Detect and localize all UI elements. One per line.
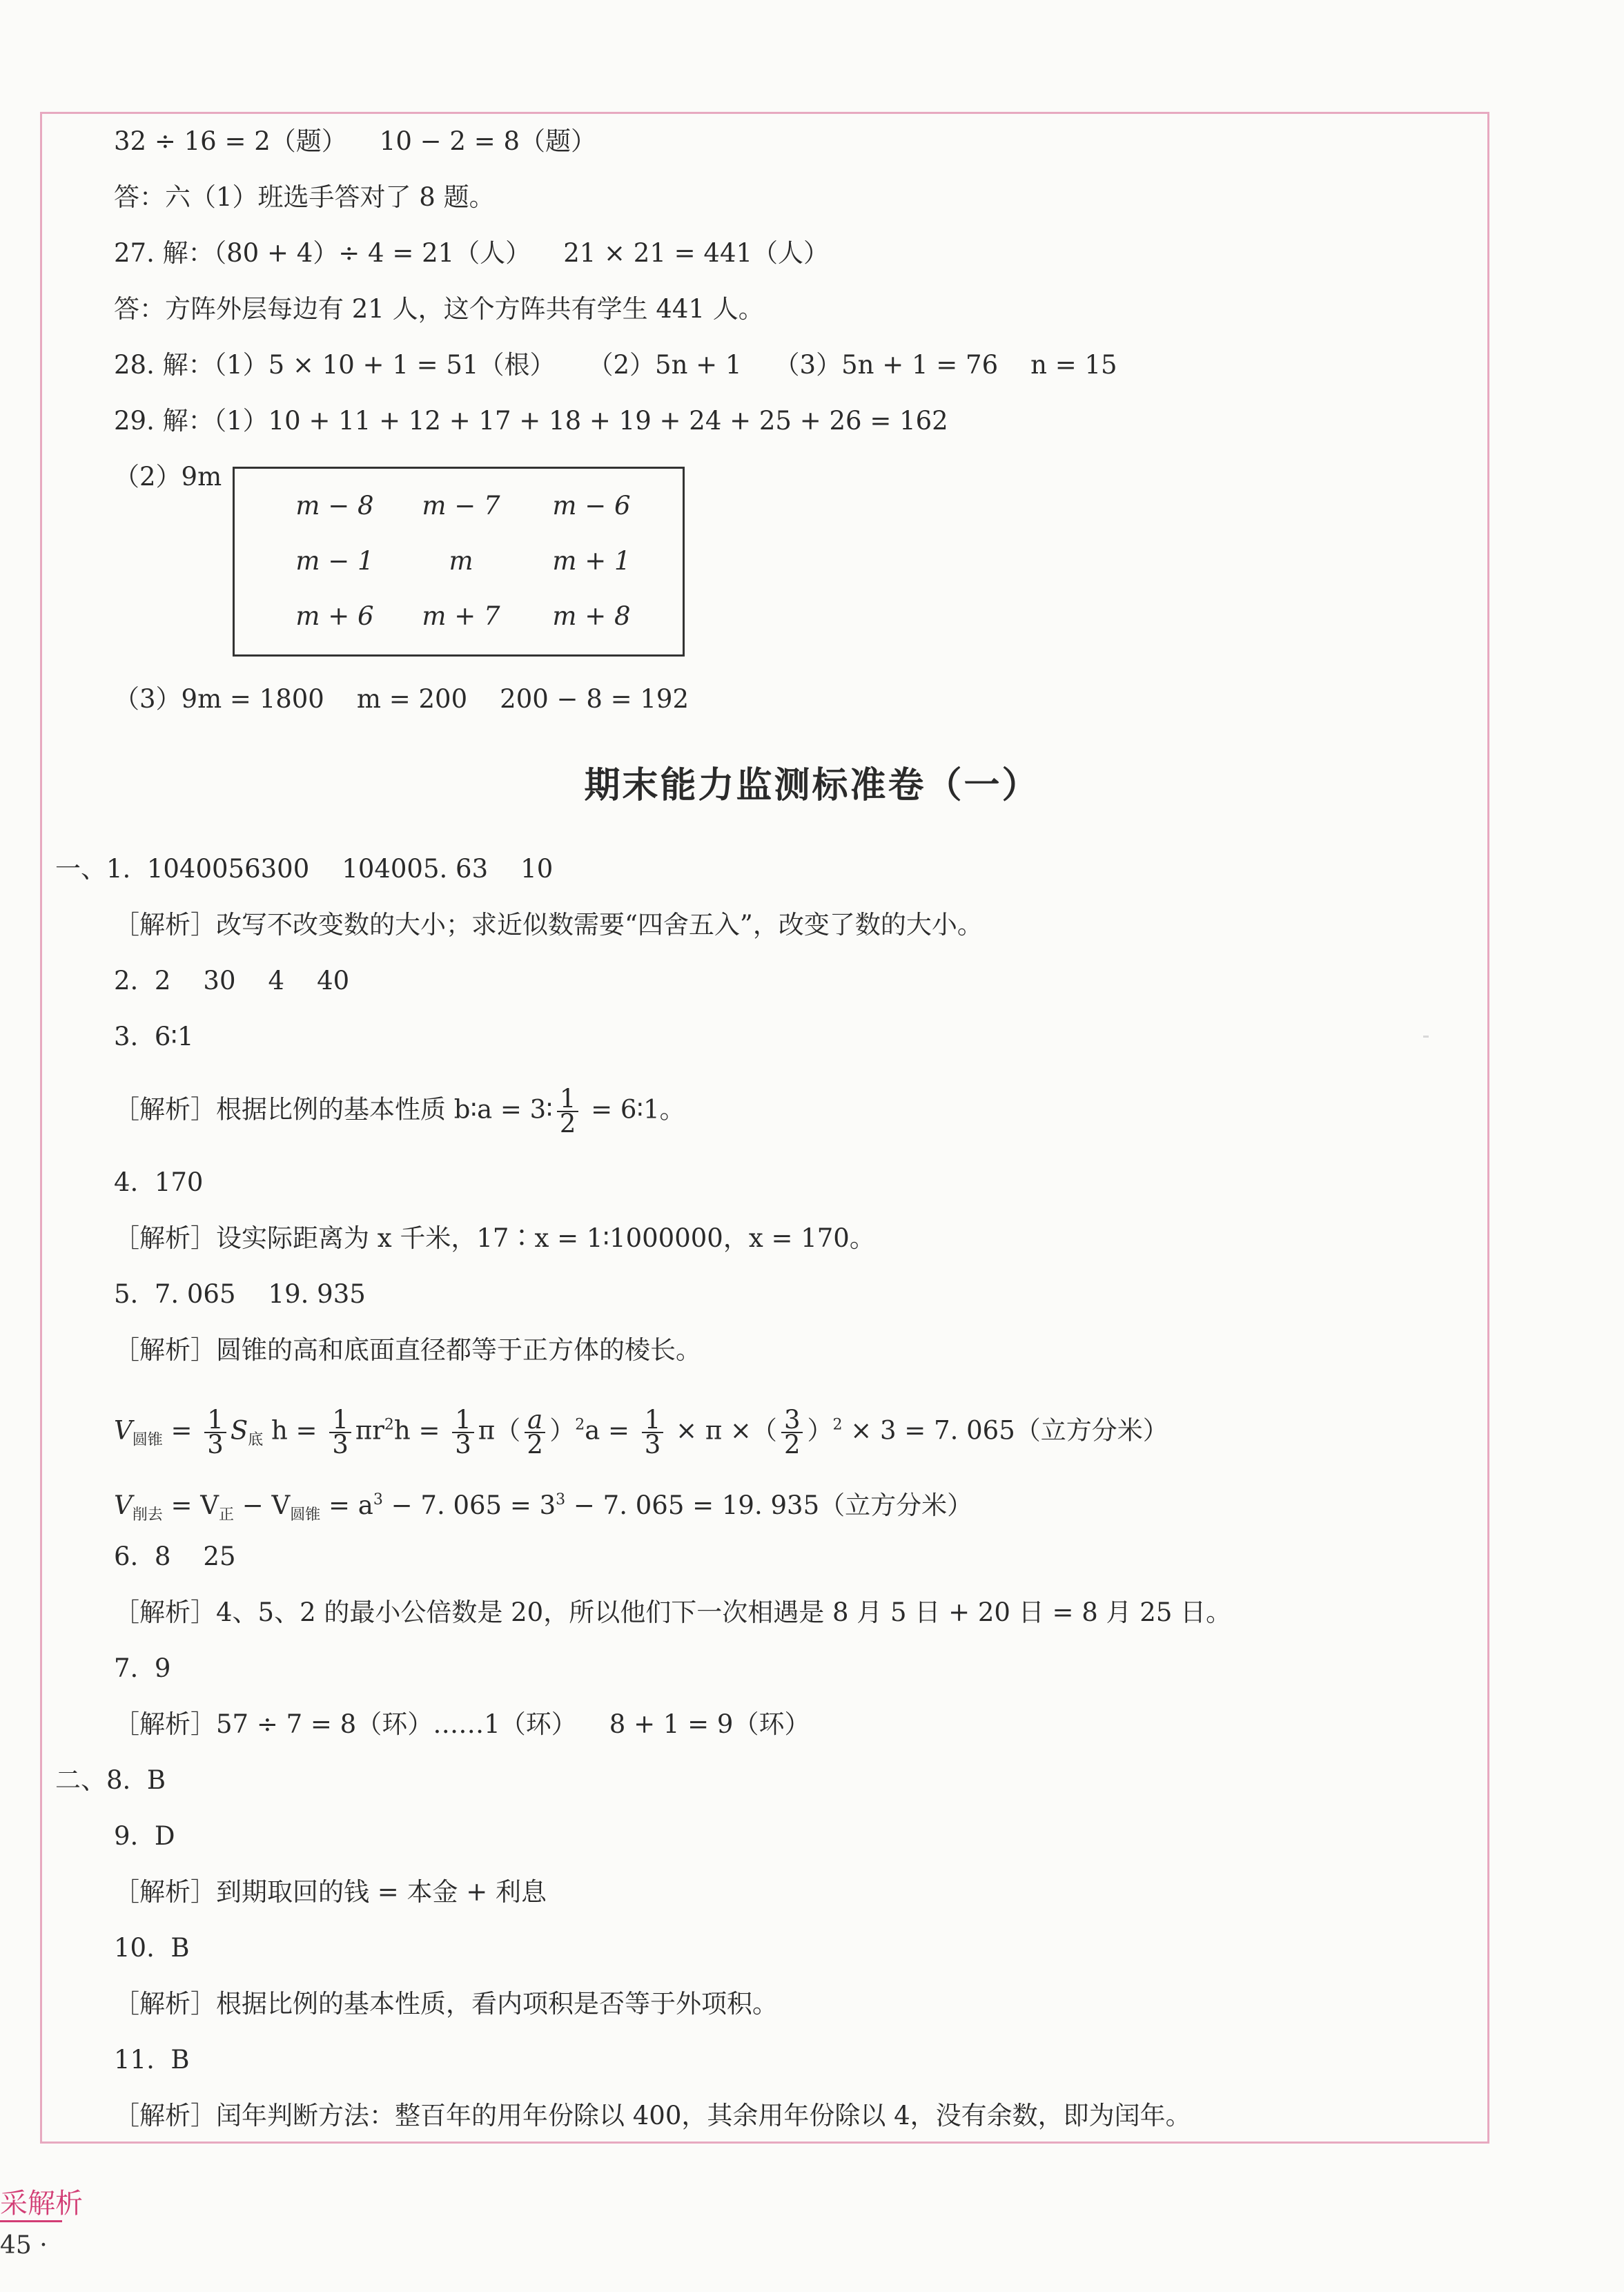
line-6: 29. 解：（1）10 + 11 + 12 + 17 + 18 + 19 + 24 + 25 + 26 = 162 xyxy=(114,406,948,436)
grid-cell: m + 7 xyxy=(422,601,500,631)
line-22: 7. 9 xyxy=(114,1653,171,1683)
m-grid-table xyxy=(233,467,685,657)
fraction: $\frac{1}{3}$ xyxy=(642,1408,664,1457)
section-title: 期末能力监测标准卷（一） xyxy=(584,764,1040,806)
grid-cell: m − 8 xyxy=(295,491,374,521)
line-1: 32 ÷ 16 = 2（题） 10 − 2 = 8（题） xyxy=(114,126,597,156)
line-4: 答：方阵外层每边有 21 人，这个方阵共有学生 441 人。 xyxy=(114,294,764,324)
line-2: 答：六（1）班选手答对了 8 题。 xyxy=(114,182,495,212)
grid-cell: m + 8 xyxy=(552,601,631,631)
line-18-cone-volume: $V_{圆锥}$ = $\frac{1}{3}$ $S_底$ h = $\frac{1}{3}$ $\pi r^2h$ = $\frac{1}{3}$ π（ $\frac{a}{2}$ ）$^2$a = $\frac{1}{3}$ × π ×（ $\frac{3}{2}$ ）$^2$ × 3 = 7. 065（立方分米） xyxy=(114,1405,1168,1459)
line-27: 10. B xyxy=(114,1933,190,1963)
line-21: ［解析］4、5、2 的最小公倍数是 20，所以他们下一次相遇是 8 月 5 日 + 20 日 = 8 月 25 日。 xyxy=(114,1597,1232,1627)
line-23: ［解析］57 ÷ 7 = 8（环）……1（环） 8 + 1 = 9（环） xyxy=(114,1709,810,1739)
fraction: $\frac{1}{3}$ xyxy=(452,1408,474,1457)
grid-cell: m xyxy=(449,546,473,576)
line-12: 3. 6∶1 xyxy=(114,1022,194,1051)
line-3: 27. 解：（80 + 4）÷ 4 = 21（人） 21 × 21 = 441（人） xyxy=(114,238,830,268)
grid-cell: m − 6 xyxy=(552,491,631,521)
line-13: ［解析］根据比例的基本性质 b∶a = 3∶ $\frac{1}{2}$ = 6∶1。 xyxy=(114,1084,685,1138)
line-24: 二、8. B xyxy=(55,1765,166,1795)
line-25: 9. D xyxy=(114,1821,175,1851)
line-26: ［解析］到期取回的钱 = 本金 + 利息 xyxy=(114,1877,547,1907)
line-10: ［解析］改写不改变数的大小；求近似数需要“四舍五入”，改变了数的大小。 xyxy=(114,910,983,940)
fraction: $\frac{a}{2}$ xyxy=(525,1408,545,1457)
footer-divider xyxy=(0,2220,62,2222)
line-8: （3）9m = 1800 m = 200 200 − 8 = 192 xyxy=(114,684,689,714)
line-19-cut-volume: $V_{削去} = V_正 - V_{圆锥} = a^3 - 7$. $065 = 3^3 - 7$. 065 = 19. 935（立方分米） xyxy=(114,1490,973,1524)
grid-cell: m − 1 xyxy=(295,546,374,576)
line-30: ［解析］闰年判断方法：整百年的用年份除以 400，其余用年份除以 4，没有余数，即为闰年。 xyxy=(114,2101,1191,2130)
line-7: （2）9m xyxy=(114,462,222,492)
scan-speck xyxy=(1423,1036,1429,1038)
line-14: 4. 170 xyxy=(114,1167,204,1197)
page-number: 45 · xyxy=(0,2231,48,2260)
line-16: 5. 7. 065 19. 935 xyxy=(114,1279,366,1309)
grid-cell: m − 7 xyxy=(422,491,500,521)
fraction: $\frac{1}{3}$ xyxy=(329,1408,351,1457)
line-29: 11. B xyxy=(114,2045,190,2075)
fraction: $\frac{1}{3}$ xyxy=(204,1408,226,1457)
line-9: 一、1. 1040056300 104005. 63 10 xyxy=(55,854,554,884)
footer-section-label: 采解析 xyxy=(0,2188,83,2220)
grid-cell: m + 1 xyxy=(552,546,631,576)
line-20: 6. 8 25 xyxy=(114,1542,236,1571)
line-5: 28. 解：（1）5 × 10 + 1 = 51（根） （2）5n + 1 （3）5n + 1 = 76 n = 15 xyxy=(114,350,1117,380)
line-28: ［解析］根据比例的基本性质，看内项积是否等于外项积。 xyxy=(114,1989,778,2019)
line-11: 2. 2 30 4 40 xyxy=(114,966,350,996)
grid-cell: m + 6 xyxy=(295,601,374,631)
fraction: $\frac{1}{2}$ xyxy=(557,1087,579,1136)
fraction: $\frac{3}{2}$ xyxy=(781,1408,803,1457)
line-17: ［解析］圆锥的高和底面直径都等于正方体的棱长。 xyxy=(114,1335,701,1365)
line-15: ［解析］设实际距离为 x 千米，17∶x = 1∶1000000，x = 170。 xyxy=(114,1223,875,1253)
